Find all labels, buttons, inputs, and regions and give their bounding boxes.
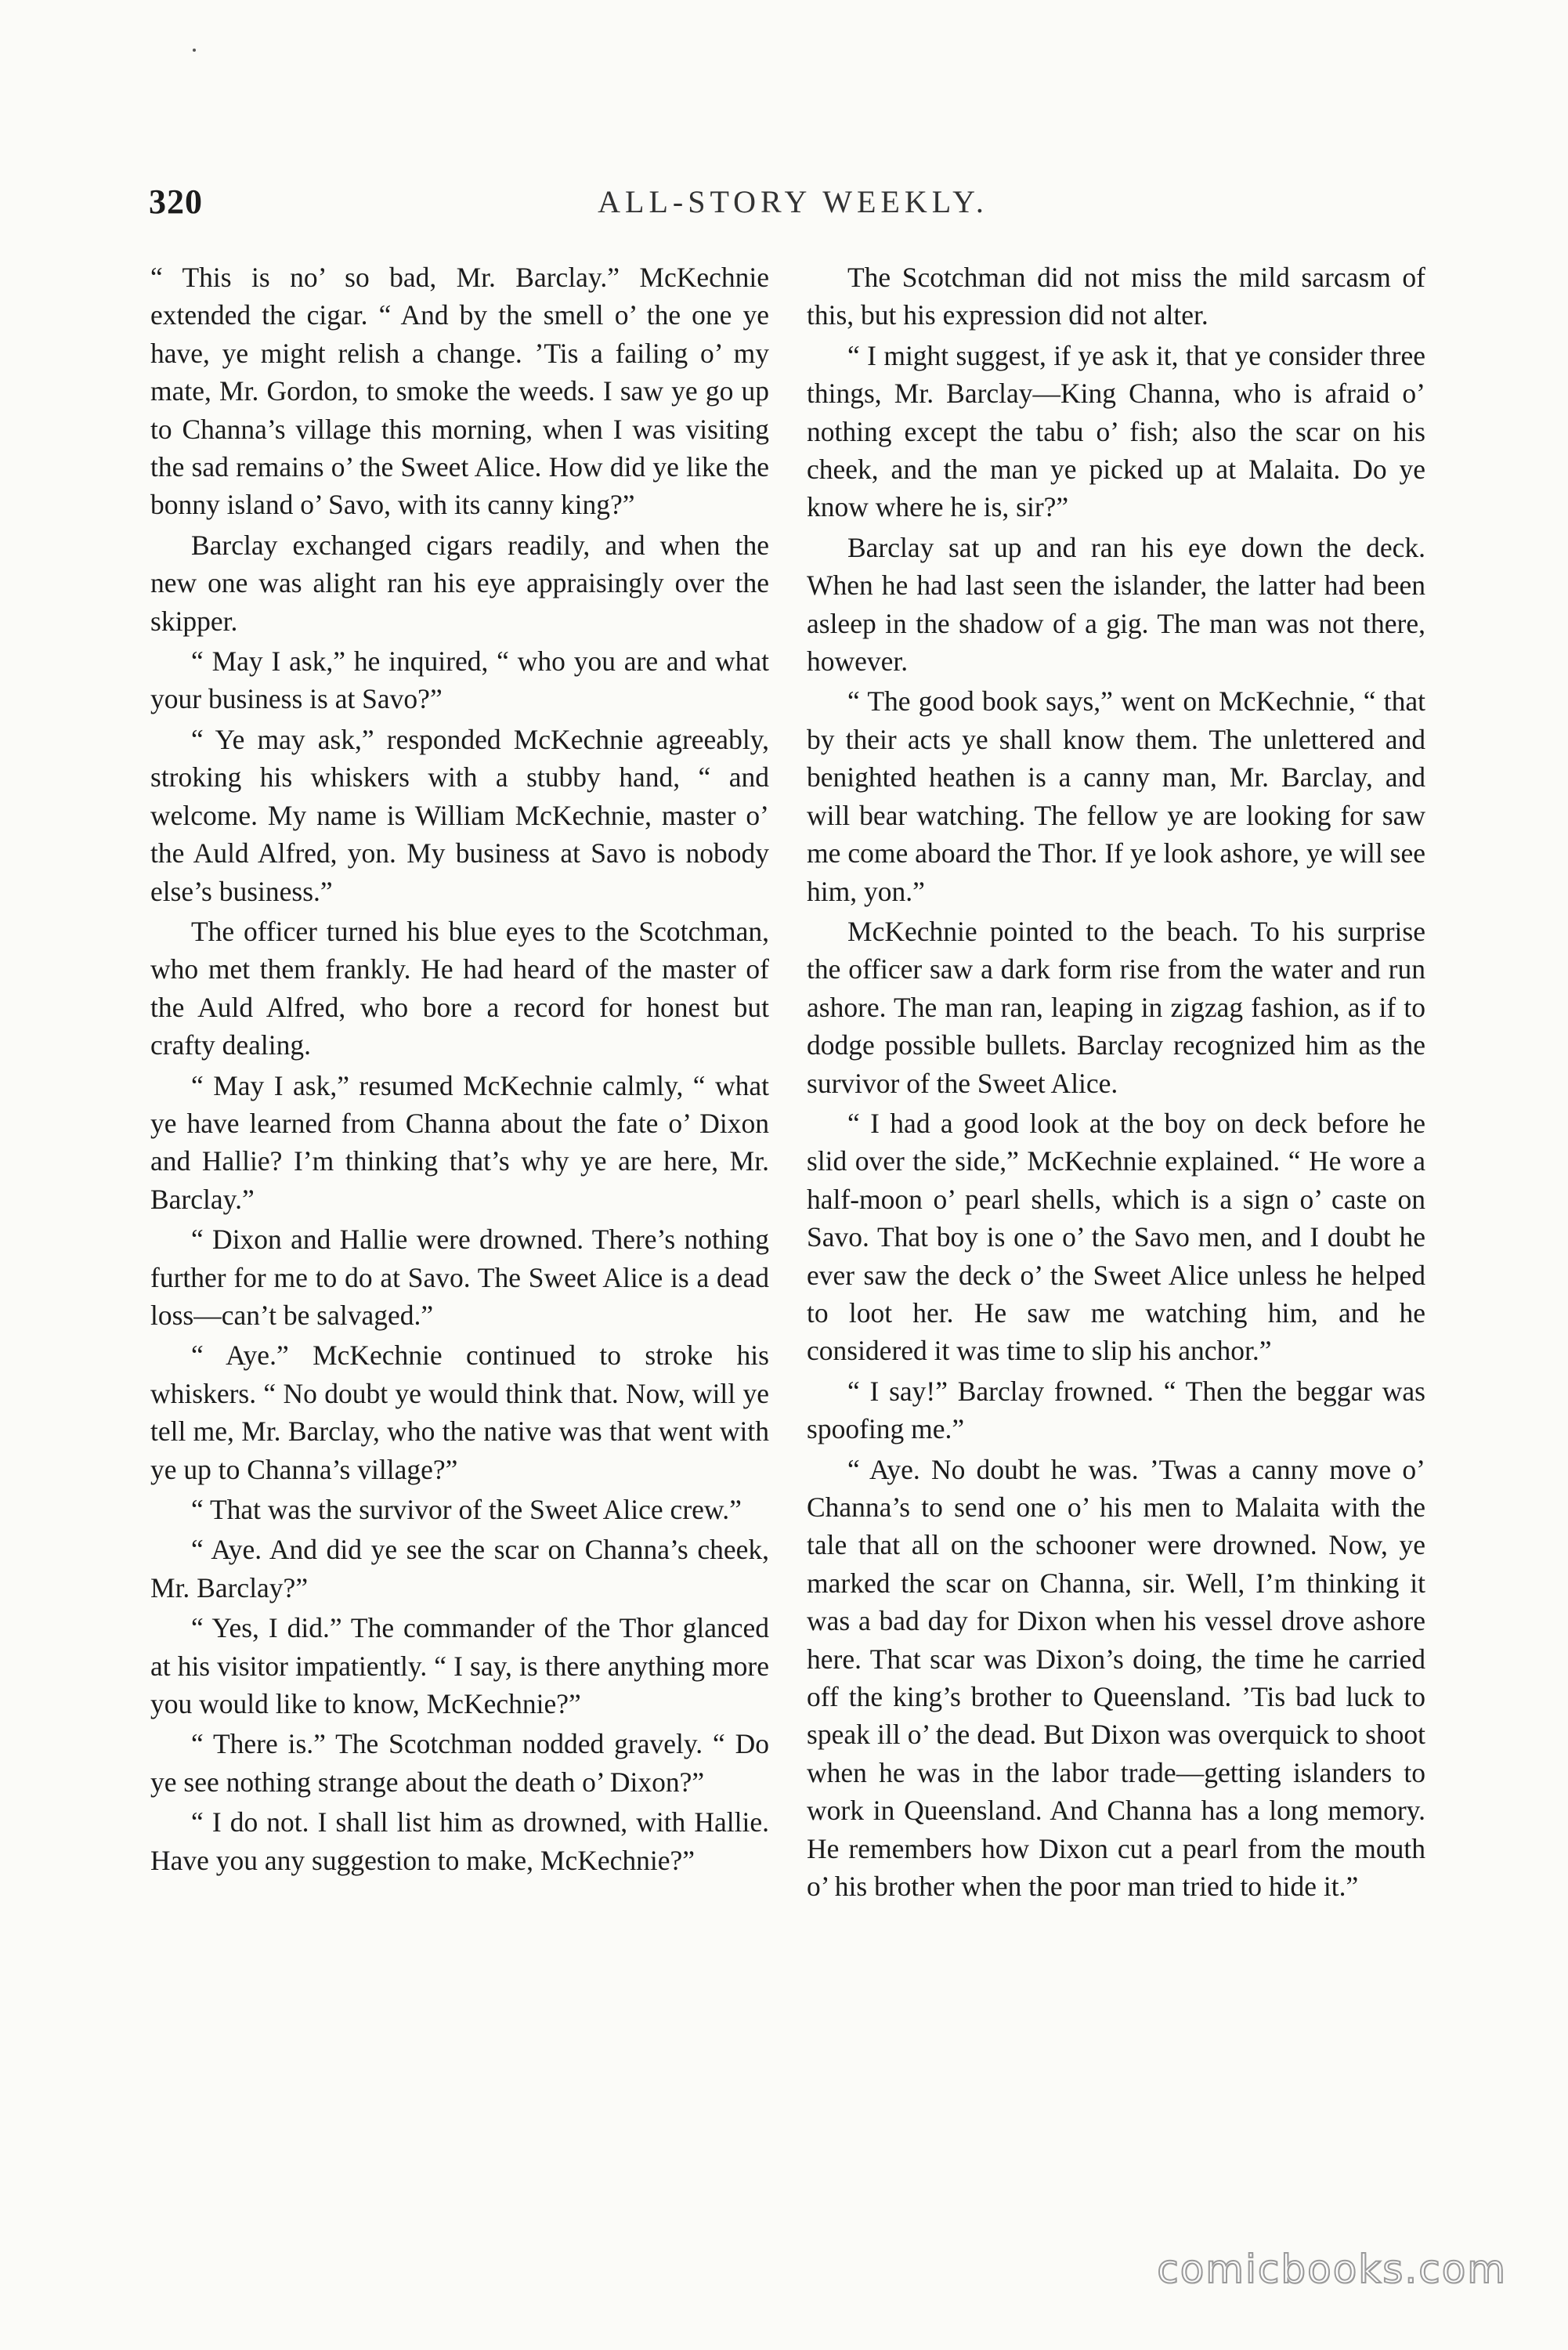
left-column (150, 258, 769, 1882)
paragraph: “ Ye may ask,” responded McKechnie agreeably, stroking his whiskers with a stubby hand, “ and welcome. My name is William McKechnie, master o’ the Auld Alfred, yon. My business at Savo is nobody else’s business.” (150, 723, 769, 907)
print-speck (193, 49, 196, 52)
paragraph: “ Yes, I did.” The commander of the Thor glanced at his visitor impatiently. “ I say, is there anything more you would like to know, McKechnie?” (150, 1612, 769, 1720)
watermark-logo: comicbooks.com (1157, 2247, 1507, 2292)
paragraph: “ I might suggest, if ye ask it, that ye consider three things, Mr. Barclay—King Channa, who is afraid o’ nothing except the tabu o’ fish; also the scar on his cheek, and the man ye picked up at Malaita. Do ye know where he is, sir?” (807, 339, 1425, 523)
paragraph: “ May I ask,” resumed McKechnie calmly, “ what ye have learned from Channa about the fate o’ Dixon and Hallie? I’m thinking that’s why ye are here, Mr. Barclay.” (150, 1069, 769, 1215)
paragraph: “ Aye. And did ye see the scar on Channa’s cheek, Mr. Barclay?” (150, 1534, 769, 1603)
paragraph: “ I do not. I shall list him as drowned, with Hallie. Have you any suggestion to make, McKechnie?” (150, 1806, 769, 1876)
paragraph: The Scotchman did not miss the mild sarcasm of this, but his expression did not alter. (807, 262, 1425, 331)
paragraph: “ May I ask,” he inquired, “ who you are and what your business is at Savo?” (150, 645, 769, 715)
paragraph: “ The good book says,” went on McKechnie, “ that by their acts ye shall know them. The unlettered and benighted heathen is a canny man, Mr. Barclay, and will bear watching. The fellow ye are looking for saw me come aboard the Thor. If ye look ashore, ye will see him, yon.” (807, 685, 1425, 907)
paragraph: “ I say!” Barclay frowned. “ Then the beggar was spoofing me.” (807, 1375, 1425, 1445)
paragraph: “ Aye.” McKechnie continued to stroke his whiskers. “ No doubt ye would think that. Now, will ye tell me, Mr. Barclay, who the native was that went with ye up to Channa’s village?” (150, 1340, 769, 1485)
paragraph: The officer turned his blue eyes to the Scotchman, who met them frankly. He had heard of the master of the Auld Alfred, who bore a record for honest but crafty dealing. (150, 915, 769, 1061)
paragraph: “ That was the survivor of the Sweet Alice crew.” (191, 1494, 742, 1525)
paragraph: “ I had a good look at the boy on deck before he slid over the side,” McKechnie explained. “ He wore a half-moon o’ pearl shells, which is a sign o’ caste on Savo. That boy is one o’ the Savo men, and I doubt he ever saw the deck o’ the Sweet Alice unless he helped to loot her. He saw me watching him, and he considered it was time to slip his anchor.” (807, 1107, 1425, 1367)
paragraph: “ There is.” The Scotchman nodded gravely. “ Do ye see nothing strange about the death o’ Dixon?” (150, 1728, 769, 1798)
page-header (149, 182, 1437, 229)
right-column (807, 258, 1425, 1907)
running-head: ALL-STORY WEEKLY. (598, 184, 988, 219)
paragraph: Barclay exchanged cigars readily, and when the new one was alight ran his eye appraisingly over the skipper. (150, 529, 769, 637)
paragraph: “ This is no’ so bad, Mr. Barclay.” McKechnie extended the cigar. “ And by the smell o’ the one ye have, ye might relish a change. ’Tis a failing o’ my mate, Mr. Gordon, to smoke the weeds. I saw ye go up to Channa’s village this morning, when I was visiting the sad remains o’ the Sweet Alice. How did ye like the bonny island o’ Savo, with its canny king?” (150, 262, 769, 521)
paragraph: McKechnie pointed to the beach. To his surprise the officer saw a dark form rise from the water and run ashore. The man ran, leaping in zigzag fashion, as if to dodge possible bullets. Barclay recognized him as the survivor of the Sweet Alice. (807, 915, 1425, 1099)
paragraph: Barclay sat up and ran his eye down the deck. When he had last seen the islander, the latter had been asleep in the shadow of a gig. The man was not there, however. (807, 531, 1425, 678)
page-number: 320 (149, 183, 203, 221)
paragraph: “ Aye. No doubt he was. ’Twas a canny move o’ Channa’s to send one o’ his men to Malaita with the tale that all on the schooner were drowned. Now, ye marked the scar on Channa, sir. Well, I’m thinking it was a bad day for Dixon when his vessel drove ashore here. That scar was Dixon’s doing, the time he carried off the king’s brother to Queensland. ’Tis bad luck to speak ill o’ the dead. But Dixon was overquick to shoot when he was in the labor trade—getting islanders to work in Queensland. And Channa has a long memory. He remembers how Dixon cut a pearl from the mouth o’ his brother when the poor man tried to hide it.” (807, 1453, 1425, 1903)
paragraph: “ Dixon and Hallie were drowned. There’s nothing further for me to do at Savo. The Sweet Alice is a dead loss—can’t be salvaged.” (150, 1224, 769, 1331)
